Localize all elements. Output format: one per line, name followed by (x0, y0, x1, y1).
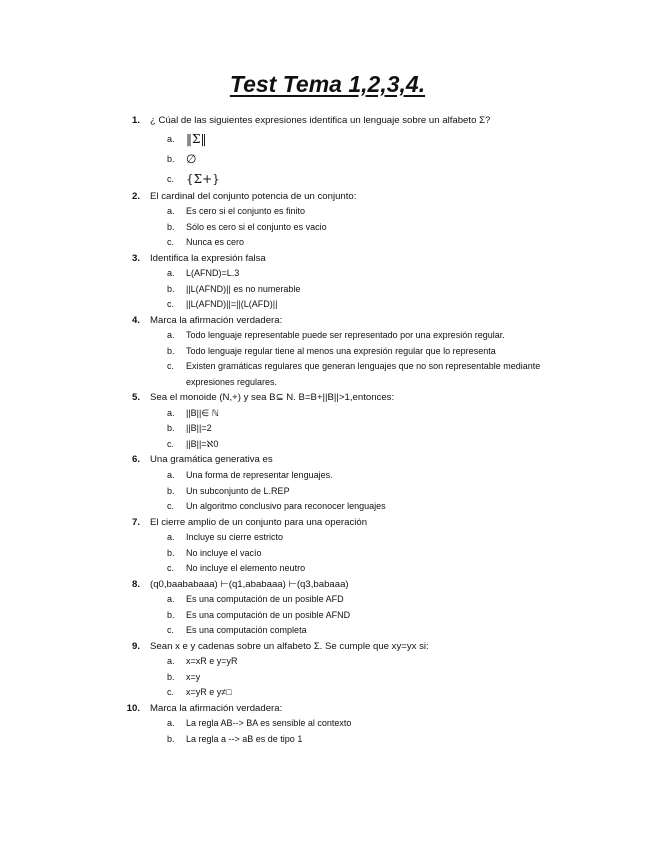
option-text: Es una computación de un posible AFD (186, 594, 344, 605)
answer-option (0, 732, 655, 748)
question-item (0, 515, 655, 577)
option-letter: b. (167, 547, 175, 558)
option-text: Incluye su cierre estricto (186, 532, 284, 543)
question-number: 3. (131, 252, 140, 264)
option-text: Es una computación completa (186, 625, 307, 636)
question-number: 1. (131, 115, 140, 126)
answer-option (0, 220, 655, 236)
question-row (0, 390, 655, 406)
option-letter: c. (167, 438, 175, 449)
answer-option (0, 499, 655, 515)
option-letter: c. (167, 625, 175, 636)
question-text: Una gramática generativa es (150, 454, 273, 466)
option-text: Un algoritmo conclusivo para reconocer lenguajes (186, 501, 386, 512)
question-list (0, 113, 655, 747)
answer-option (0, 421, 655, 437)
option-letter: c. (167, 687, 175, 698)
question-number: 2. (131, 190, 140, 202)
option-letter: a. (167, 718, 175, 729)
answer-option (0, 546, 655, 562)
question-text: Identifica la expresión falsa (150, 252, 266, 264)
question-text: Marca la afirmación verdadera: (150, 314, 283, 326)
option-letter: b. (167, 671, 175, 682)
answer-option (0, 297, 655, 313)
option-text: No incluye el vacío (186, 547, 262, 558)
option-letter: c. (167, 237, 175, 248)
option-text: ||L(AFND)|| es no numerable (186, 283, 301, 294)
option-text: Es cero si el conjunto es finito (186, 206, 306, 217)
option-letter: b. (167, 609, 175, 620)
question-text: Sean x e y cadenas sobre un alfabeto Σ. Se cumple que xy=yx si: (150, 640, 429, 652)
answer-option (0, 670, 655, 686)
option-letter: a. (167, 470, 175, 481)
question-row (0, 313, 655, 329)
option-text: Un subconjunto de L.REP (186, 485, 290, 496)
question-number: 4. (131, 314, 140, 326)
answer-option (0, 654, 655, 670)
question-number: 9. (131, 640, 140, 652)
option-text: ||B||∈ ℕ (186, 407, 219, 418)
answer-option (0, 685, 655, 701)
question-number: 6. (131, 454, 140, 466)
question-row (0, 639, 655, 655)
question-number: 7. (131, 516, 140, 528)
option-text: Todo lenguaje regular tiene al menos una expresión regular que lo representa (186, 345, 496, 356)
answer-option (0, 592, 655, 608)
question-item (0, 452, 655, 514)
question-text: El cardinal del conjunto potencia de un conjunto: (150, 190, 357, 202)
answer-option (0, 129, 655, 149)
option-letter: a. (167, 594, 175, 605)
question-item (0, 251, 655, 313)
page-title: Test Tema 1,2,3,4. (229, 71, 426, 97)
option-letter: a. (167, 268, 175, 279)
answer-option (0, 437, 655, 453)
question-item (0, 701, 655, 748)
option-letter: b. (167, 485, 175, 496)
option-text: ∅ (186, 151, 197, 166)
answer-option (0, 530, 655, 546)
question-row (0, 577, 655, 593)
option-letter: c. (167, 299, 175, 310)
option-text: x=xR e y=yR (186, 656, 238, 667)
answer-option (0, 266, 655, 282)
answer-option (0, 716, 655, 732)
option-letter: b. (167, 153, 175, 164)
question-item (0, 189, 655, 251)
answer-option (0, 282, 655, 298)
question-item (0, 313, 655, 391)
question-item (0, 390, 655, 452)
question-text: Marca la afirmación verdadera: (150, 702, 283, 714)
option-text: Existen gramáticas regulares que generan lenguajes que no son representable mediante expresiones regulares. (186, 361, 541, 387)
option-letter: c. (167, 173, 175, 184)
answer-option (0, 623, 655, 639)
option-text: x=y (186, 671, 201, 682)
option-letter: c. (167, 501, 175, 512)
option-letter: c. (167, 361, 175, 372)
answer-option (0, 359, 655, 390)
option-text: {Σ+} (186, 171, 220, 186)
option-text: ||L(AFND)||=||(L(AFD)|| (186, 299, 278, 310)
answer-option (0, 468, 655, 484)
option-text: L(AFND)=L.3 (186, 268, 240, 279)
answer-option (0, 344, 655, 360)
question-number: 5. (131, 392, 140, 404)
option-letter: c. (167, 563, 175, 574)
option-letter: a. (167, 330, 175, 341)
answer-option (0, 169, 655, 189)
option-letter: b. (167, 345, 175, 356)
option-letter: b. (167, 221, 175, 232)
answer-option (0, 328, 655, 344)
question-text: ¿ Cúal de las siguientes expresiones identifica un lenguaje sobre un alfabeto Σ? (150, 115, 491, 126)
option-text: Una forma de representar lenguajes. (186, 470, 333, 481)
option-letter: b. (167, 423, 175, 434)
question-item (0, 639, 655, 701)
option-text: La regla AB--> BA es sensible al contexto (186, 718, 352, 729)
question-number: 10. (126, 702, 140, 714)
question-row (0, 251, 655, 267)
answer-option (0, 406, 655, 422)
question-row (0, 701, 655, 717)
option-text: Todo lenguaje representable puede ser representado por una expresión regular. (186, 330, 505, 341)
option-letter: a. (167, 206, 175, 217)
option-text: Sólo es cero si el conjunto es vacio (186, 221, 327, 232)
option-letter: a. (167, 532, 175, 543)
question-row (0, 189, 655, 205)
option-letter: a. (167, 407, 175, 418)
question-number: 8. (131, 578, 140, 590)
answer-option (0, 561, 655, 577)
question-text: (q0,baababaaa) ⊢(q1,ababaaa) ⊢(q3,babaaa) (150, 578, 349, 590)
answer-option (0, 149, 655, 169)
option-letter: b. (167, 733, 175, 744)
answer-option (0, 608, 655, 624)
question-row (0, 515, 655, 531)
option-text: No incluye el elemento neutro (186, 563, 306, 574)
option-text: Nunca es cero (186, 237, 245, 248)
question-row (0, 452, 655, 468)
question-item (0, 577, 655, 639)
option-text: ||B||=2 (186, 423, 212, 434)
option-text: ||B||=ℵ0 (186, 438, 219, 449)
answer-option (0, 484, 655, 500)
option-letter: a. (167, 133, 175, 144)
question-text: El cierre amplio de un conjunto para una operación (150, 516, 368, 528)
option-text: La regla a --> aB es de tipo 1 (186, 733, 303, 744)
question-text: Sea el monoide (N,+) y sea B⊆ N. B=B+||B||>1,entonces: (150, 392, 395, 404)
question-item (0, 113, 655, 189)
answer-option (0, 235, 655, 251)
option-letter: b. (167, 283, 175, 294)
option-text: Es una computación de un posible AFND (186, 609, 351, 620)
option-text: x=yR e y≠□ (186, 687, 232, 698)
option-letter: a. (167, 656, 175, 667)
option-text: ‖Σ‖ (186, 131, 207, 146)
question-row (0, 113, 655, 129)
answer-option (0, 204, 655, 220)
